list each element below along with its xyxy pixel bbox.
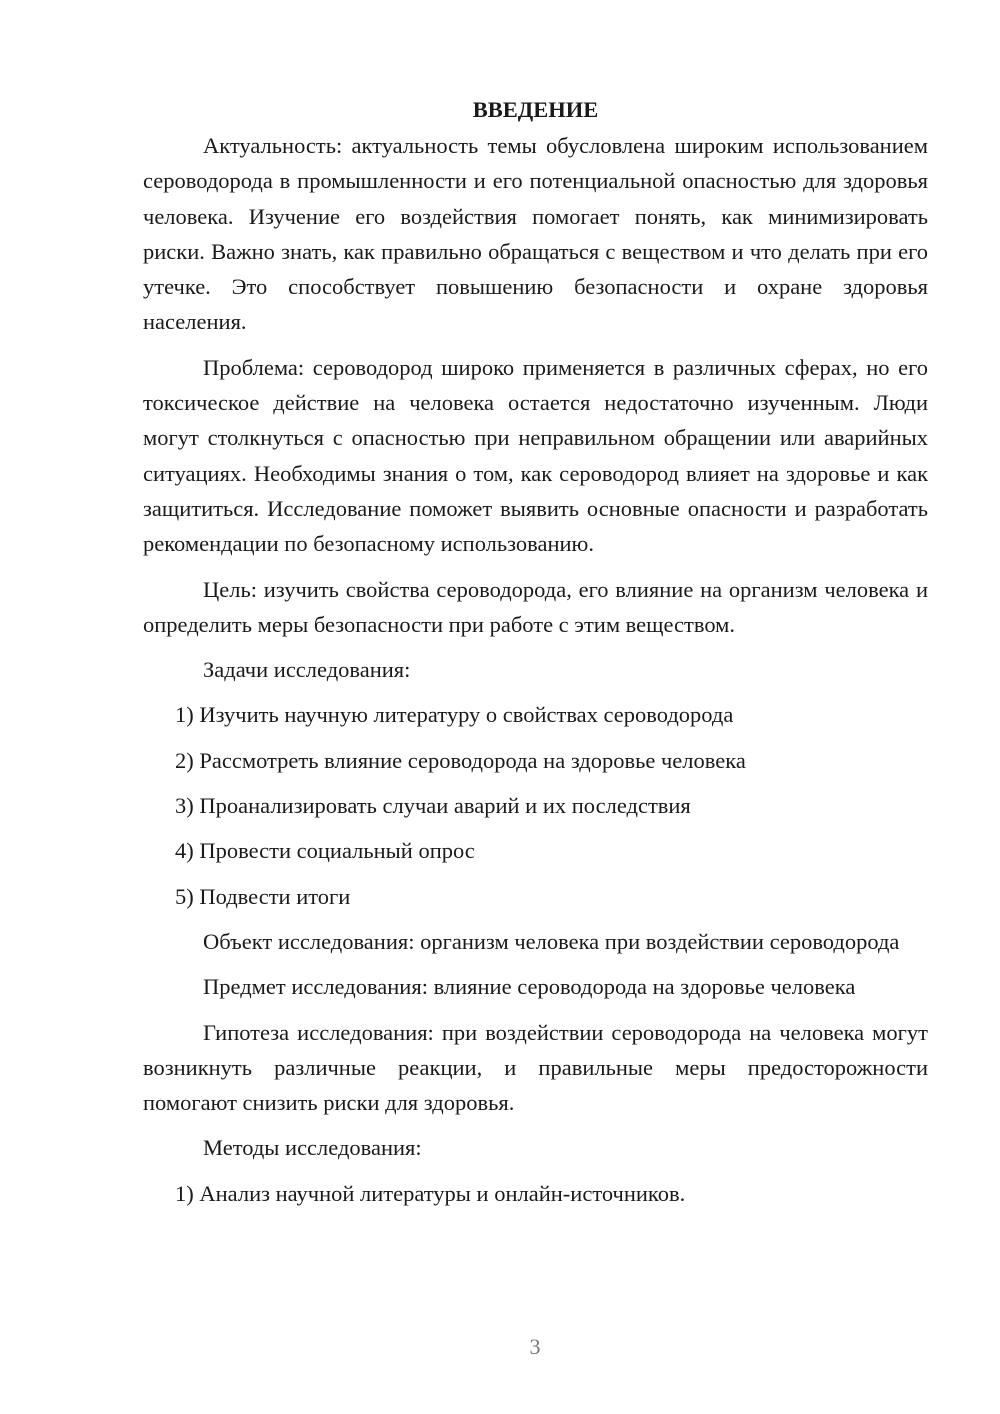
hypothesis-paragraph: Гипотеза исследования: при воздействии сероводорода на человека могут возникнуть различные реакции, и правильные меры предосторожности помогают снизить риски для здоровья. [143,1019,928,1116]
task-item: 1) Изучить научную литературу о свойствах сероводорода [175,702,734,728]
task-item: 2) Рассмотреть влияние сероводорода на здоровье человека [175,747,746,773]
goal-paragraph: Цель: изучить свойства сероводорода, его влияние на организм человека и определить меры безопасности при работе с этим веществом. [143,576,928,637]
task-item: 3) Проанализировать случаи аварий и их последствия [175,793,691,819]
methods-heading: Методы исследования: [203,1135,422,1161]
research-object-paragraph: Объект исследования: организм человека при воздействии сероводорода [203,928,900,954]
section-title: ВВЕДЕНИЕ [472,97,599,122]
page-content [143,92,928,1221]
page-number: 3 [529,1334,541,1359]
research-subject-paragraph: Предмет исследования: влияние сероводорода на здоровье человека [203,974,856,1000]
relevance-paragraph: Актуальность: актуальность темы обусловлена широким использованием сероводорода в промышленности и его потенциальной опасностью для здоровья человека. Изучение его воздействия помогает понять, как минимизировать риски. Важно знать, как правильно обращаться с веществом и что делать при его утечке. Это способствует повышению безопасности и охране здоровья населения. [143,133,928,335]
tasks-heading: Задачи исследования: [203,657,411,683]
method-item: 1) Анализ научной литературы и онлайн-источников. [175,1180,686,1206]
problem-paragraph: Проблема: сероводород широко применяется в различных сферах, но его токсическое действие на человека остается недостаточно изученным. Люди могут столкнуться с опасностью при неправильном обращении или аварийных ситуациях. Необходимы знания о том, как сероводород влияет на здоровье и как защититься. Исследование поможет выявить основные опасности и разработать рекомендации по безопасному использованию. [143,354,928,557]
task-item: 5) Подвести итоги [175,883,351,909]
task-item: 4) Провести социальный опрос [175,838,475,864]
